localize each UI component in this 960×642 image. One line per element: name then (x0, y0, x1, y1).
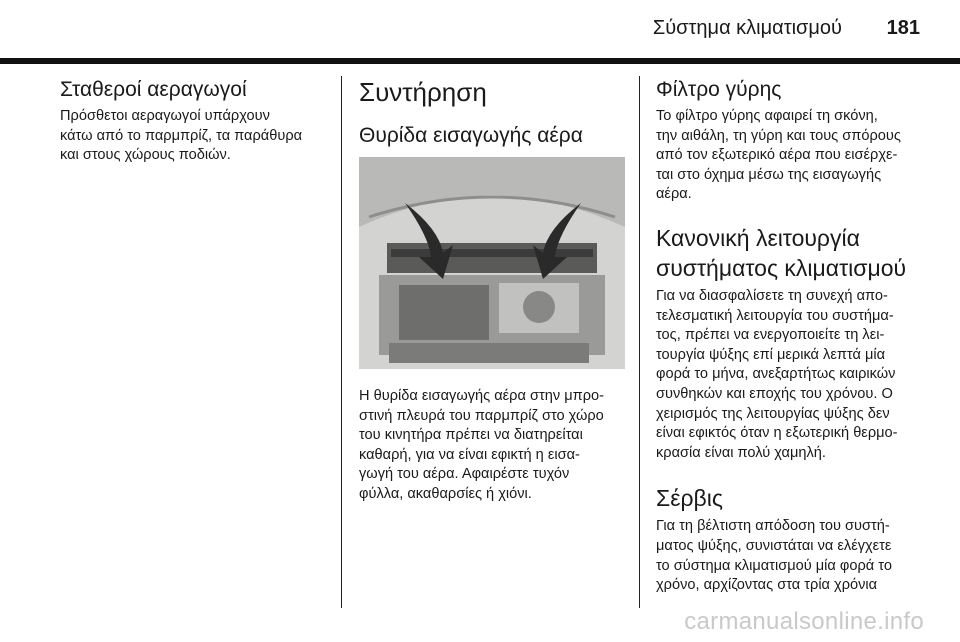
column-2 (359, 76, 625, 505)
page-number: 181 (886, 17, 920, 39)
fixed-vents-heading: Σταθεροί αεραγωγοί (60, 78, 247, 101)
column-divider-1 (341, 76, 342, 608)
fixed-vents-text: Πρόσθετοι αεραγωγοί υπάρχουν κάτω από το παρμπρίζ, τα παράθυρα και στους χώρους ποδιών. (60, 108, 303, 164)
engine-bay-photo (359, 157, 625, 369)
pollen-filter-text: Το φίλτρο γύρης αφαιρεί τη σκόνη, την αιθάλη, τη γύρη και τους σπόρους από τον εξωτερικό αέρα που εισέρχε- ται στο όχημα μέσω της εισαγωγής αέρα. (656, 108, 901, 203)
air-inlet-caption: Η θυρίδα εισαγωγής αέρα στην μπρο- στινή πλευρά του παρμπρίζ στο χώρο του κινητήρα πρέπει να διατηρείται καθαρή, για να είναι εφικτή η εισα- γωγή του αέρα. Αφαιρέστε τυχόν φύλλα, ακαθαρσίες ή χιόνι. (359, 388, 604, 502)
header-rule (0, 58, 960, 64)
watermark: carmanualsonline.info (684, 608, 924, 635)
running-header-title: Σύστημα κλιματισμού (652, 17, 842, 39)
service-heading: Σέρβις (656, 485, 723, 512)
column-1 (60, 76, 328, 166)
air-inlet-heading: Θυρίδα εισαγωγής αέρα (359, 124, 583, 147)
page-header (0, 0, 960, 68)
normal-operation-heading: Κανονική λειτουργία συστήματος κλιματισμού (656, 224, 907, 281)
pollen-filter-heading: Φίλτρο γύρης (656, 78, 782, 101)
column-3 (656, 76, 928, 596)
maintenance-heading: Συντήρηση (359, 77, 487, 107)
column-divider-2 (639, 76, 640, 608)
service-text: Για τη βέλτιστη απόδοση του συστή- ματος ψύξης, συνιστάται να ελέγχετε το σύστημα κλιματισμού μία φορά το χρόνο, αρχίζοντας στα τρία χρόνια (656, 518, 892, 594)
normal-operation-text: Για να διασφαλίσετε τη συνεχή απο- τελεσματική λειτουργία του συστήμα- τος, πρέπει να ενεργοποιείτε τη λει- τουργία ψύξης επί μερικά λεπτά μία φορά το μήνα, ανεξαρτήτως καιρικών συνθηκών και εποχής του χρόνου. Ο χειρισμός της λειτουργίας ψύξης δεν είναι εφικτός όταν η εξωτερική θερμο- κρασία είναι πολύ χαμηλή. (656, 287, 898, 461)
